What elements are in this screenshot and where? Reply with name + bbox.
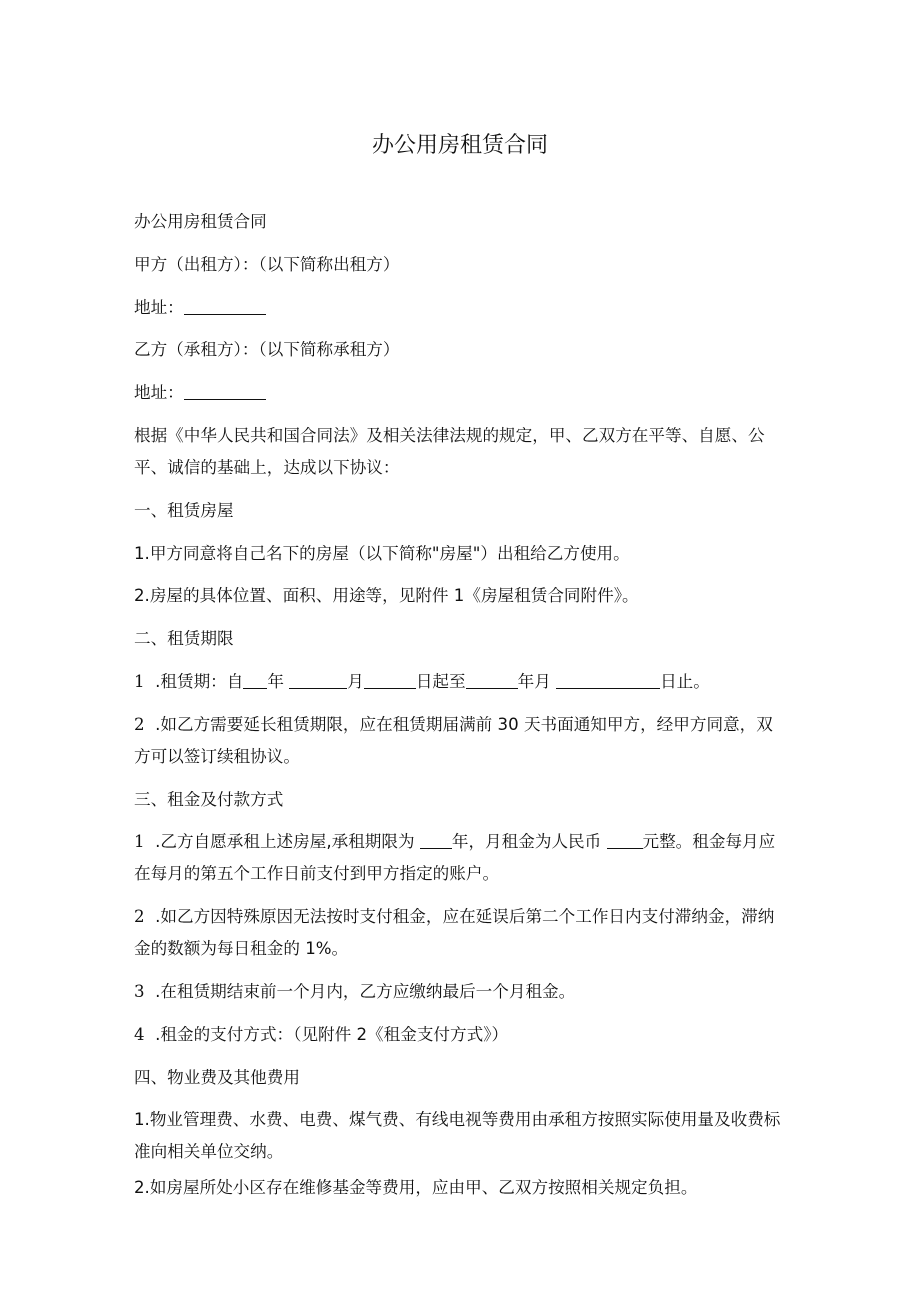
day-blank (364, 670, 416, 689)
section-1-title: 一、租赁房屋 (134, 500, 234, 520)
section-3-clause-2 (134, 901, 789, 965)
clause-text: .租赁期：自 (155, 671, 244, 691)
address-blank (184, 381, 266, 400)
section-4-title: 四、物业费及其他费用 (134, 1067, 300, 1087)
party-b-address (134, 377, 789, 409)
section-3-clause-3 (134, 976, 789, 1008)
section-2-title: 二、租赁期限 (134, 629, 234, 649)
clause-text: 元整。租金每月应在每月的第五个工作日前支付到甲方指定的账户。 (134, 832, 776, 884)
contract-heading: 办公用房租赁合同 (134, 212, 267, 231)
year-blank (466, 670, 518, 689)
party-a-address (134, 292, 789, 324)
section-4-clause-2: 2.如房屋所处小区存在维修基金等费用，应由甲、乙双方按照相关规定负担。 (134, 1178, 698, 1198)
clause-text: .在租赁期结束前一个月内，乙方应缴纳最后一个月租金。 (155, 981, 576, 1001)
section-3-clause-1 (134, 826, 789, 890)
clause-text: .乙方自愿承租上述房屋,承租期限为 (155, 832, 415, 852)
section-1-clause-2: 2.房屋的具体位置、面积、用途等，见附件 1《房屋租赁合同附件》。 (134, 586, 639, 606)
clause-text: .如乙方因特殊原因无法按时支付租金，应在延误后第二个工作日内支付滞纳金，滞纳金的数额为每日租金的 1%。 (134, 907, 775, 959)
clause-number: 4 (134, 1024, 145, 1044)
clause-text: 日止。 (660, 671, 710, 691)
address-label: 地址： (134, 297, 184, 317)
section-3-clause-4 (134, 1019, 789, 1051)
preamble-paragraph: 根据《中华人民共和国合同法》及相关法律法规的规定，甲、乙双方在平等、自愿、公平、诚信的基础上，达成以下协议： (134, 425, 765, 477)
clause-number: 2 (134, 907, 145, 927)
clause-number: 2 (134, 714, 145, 734)
clause-number: 1 (134, 671, 145, 691)
section-3-title: 三、租金及付款方式 (134, 789, 284, 809)
contract-body (134, 206, 789, 1215)
clause-text: 年，月租金为人民币 (451, 832, 602, 852)
clause-text: 年 (267, 671, 284, 691)
year-blank (243, 670, 267, 689)
party-b-line: 乙方（承租方）：（以下简称承租方） (134, 340, 400, 360)
clause-text: 日起至 (415, 671, 466, 691)
clause-number: 3 (134, 981, 145, 1001)
rent-blank (607, 830, 643, 849)
clause-text: 月 (347, 671, 364, 691)
term-blank (420, 830, 452, 849)
day-blank (556, 670, 660, 689)
clause-text: 年月 (517, 671, 551, 691)
clause-number: 1 (134, 832, 145, 852)
section-2-clause-2 (134, 709, 789, 773)
section-2-clause-1 (134, 666, 789, 698)
clause-text: .租金的支付方式：（见附件 2《租金支付方式》） (155, 1024, 509, 1044)
section-4-clause-1: 1.物业管理费、水费、电费、煤气费、有线电视等费用由承租方按照实际使用量及收费标准向相关单位交纳。 (134, 1110, 781, 1162)
address-label: 地址： (134, 383, 184, 403)
section-1-clause-1: 1.甲方同意将自己名下的房屋（以下简称"房屋"）出租给乙方使用。 (134, 543, 630, 563)
party-a-line: 甲方（出租方）：（以下简称出租方） (134, 254, 400, 274)
month-blank (289, 670, 347, 689)
address-blank (184, 296, 266, 315)
document-title: 办公用房租赁合同 (371, 133, 548, 158)
clause-text: .如乙方需要延长租赁期限，应在租赁期届满前 30 天书面通知甲方，经甲方同意，双方可以签订续租协议。 (134, 714, 773, 766)
